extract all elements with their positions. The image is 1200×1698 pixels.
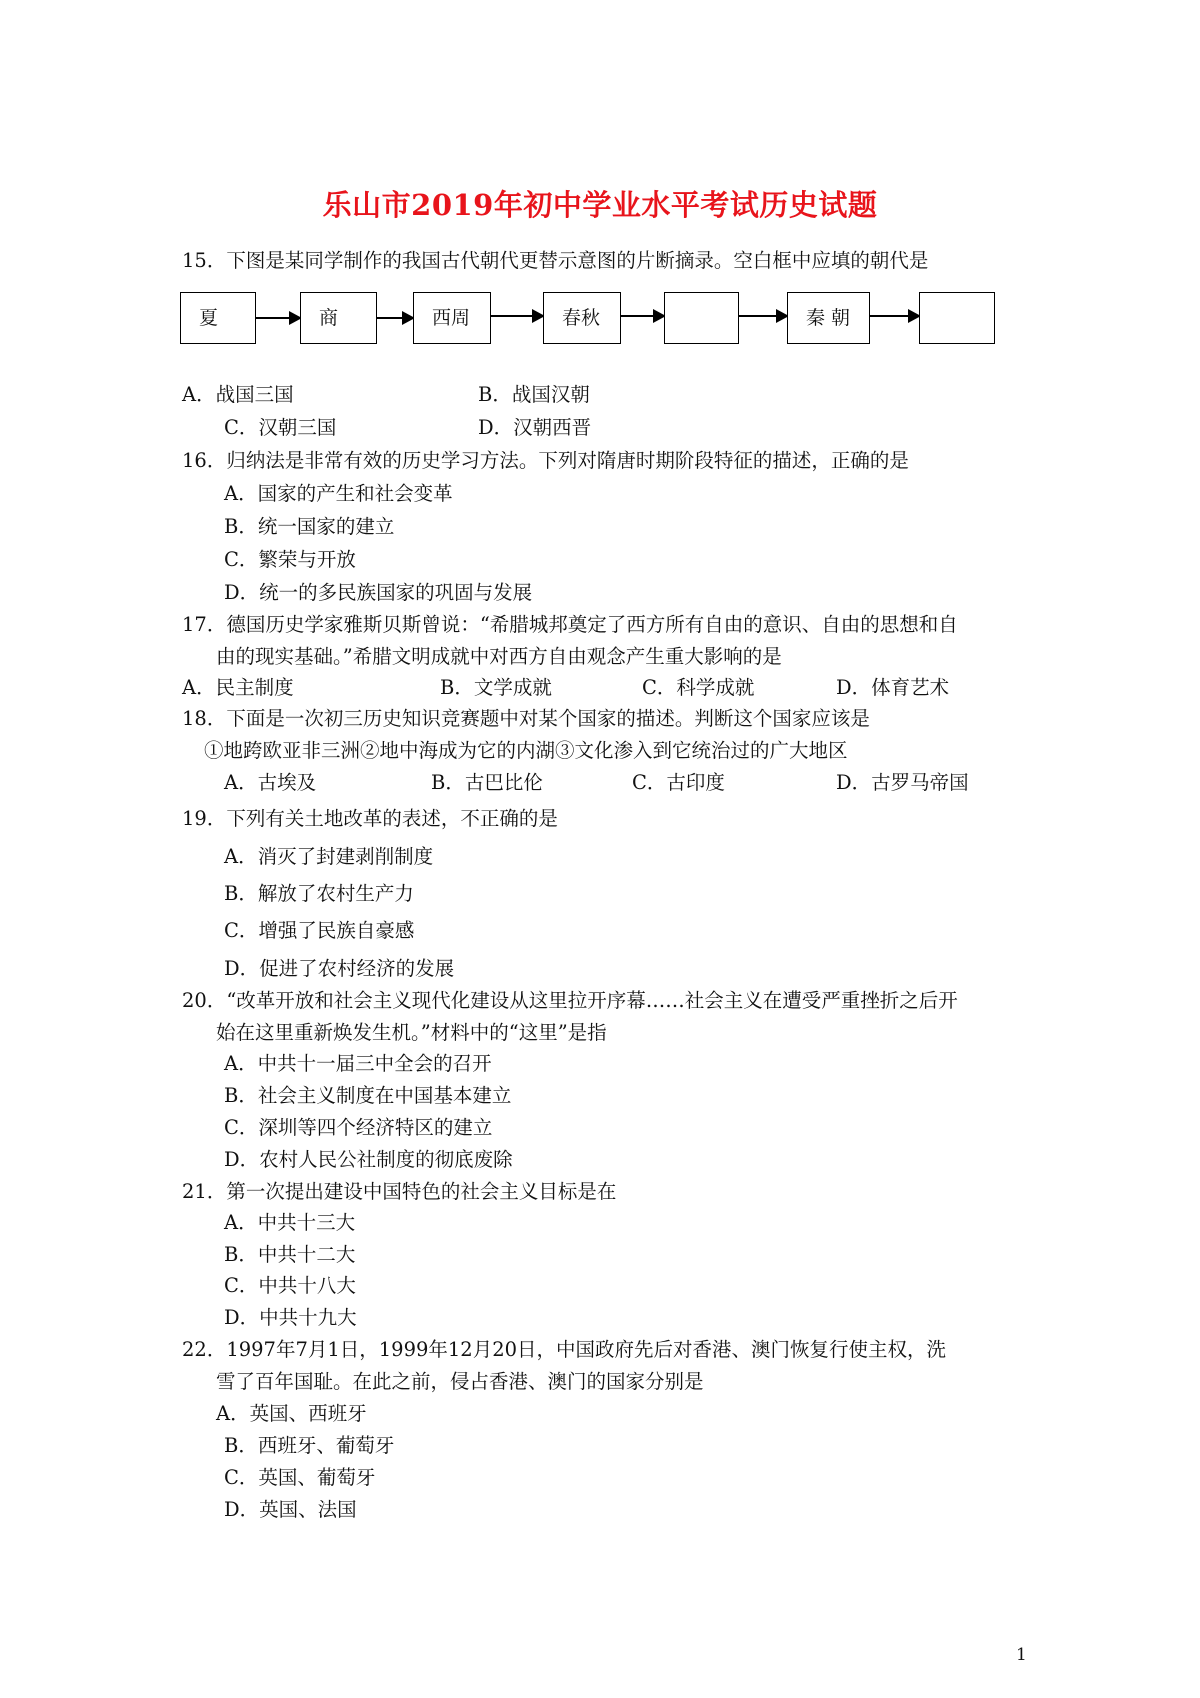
q19-option-d: D．促进了农村经济的发展 [224, 957, 455, 980]
flow-arrow [377, 317, 413, 319]
q19-stem: 19．下列有关土地改革的表述，不正确的是 [182, 807, 558, 830]
q22-option-a: A．英国、西班牙 [216, 1402, 367, 1425]
q18-stem-line2: ①地跨欧亚非三洲②地中海成为它的内湖③文化渗入到它统治过的广大地区 [204, 739, 848, 762]
q21-stem: 21．第一次提出建设中国特色的社会主义目标是在 [182, 1180, 617, 1203]
q16-option-d: D．统一的多民族国家的巩固与发展 [224, 581, 533, 604]
q17-stem-line1: 17．德国历史学家雅斯贝斯曾说：“希腊城邦奠定了西方所有自由的意识、自由的思想和自 [182, 613, 958, 636]
q15-option-d: D．汉朝西晋 [478, 416, 592, 439]
q16-option-c: C．繁荣与开放 [224, 548, 356, 571]
q21-option-b: B．中共十二大 [224, 1243, 356, 1266]
q19-option-c: C．增强了民族自豪感 [224, 919, 415, 942]
q17-option-b: B．文学成就 [440, 676, 552, 699]
q20-stem-line2: 始在这里重新焕发生机。”材料中的“这里”是指 [216, 1021, 607, 1044]
page-number: 1 [1016, 1645, 1027, 1665]
q22-stem-line2: 雪了百年国耻。在此之前，侵占香港、澳门的国家分别是 [216, 1370, 704, 1393]
q18-stem-line1: 18．下面是一次初三历史知识竞赛题中对某个国家的描述。判断这个国家应该是 [182, 707, 870, 730]
q19-option-b: B．解放了农村生产力 [224, 882, 414, 905]
flow-arrow [256, 317, 300, 319]
flow-box-shang: 商 [300, 292, 377, 344]
q17-stem-line2: 由的现实基础。”希腊文明成就中对西方自由观念产生重大影响的是 [216, 645, 782, 668]
q17-option-d: D．体育艺术 [836, 676, 950, 699]
page-title: 乐山市2019年初中学业水平考试历史试题 [322, 188, 878, 222]
q22-stem-line1: 22．1997年7月1日，1999年12月20日，中国政府先后对香港、澳门恢复行使主权，洗 [182, 1338, 947, 1361]
q16-option-b: B．统一国家的建立 [224, 515, 395, 538]
q17-option-a: A．民主制度 [182, 676, 294, 699]
q22-option-d: D．英国、法国 [224, 1498, 357, 1521]
q15-option-b: B．战国汉朝 [478, 383, 590, 406]
q18-option-b: B．古巴比伦 [431, 771, 543, 794]
flow-arrow [739, 315, 787, 317]
q22-option-c: C．英国、葡萄牙 [224, 1466, 376, 1489]
q21-option-a: A．中共十三大 [224, 1211, 356, 1234]
q18-option-c: C．古印度 [632, 771, 725, 794]
q21-option-c: C．中共十八大 [224, 1274, 356, 1297]
q20-stem-line1: 20．“改革开放和社会主义现代化建设从这里拉开序幕……社会主义在遭受严重挫折之后开 [182, 989, 958, 1012]
flow-arrow [491, 315, 543, 317]
flow-box-blank-2 [919, 292, 995, 344]
q20-option-d: D．农村人民公社制度的彻底废除 [224, 1148, 513, 1171]
flow-box-qin: 秦 朝 [787, 292, 870, 344]
q15-option-a: A．战国三国 [182, 383, 294, 406]
q20-option-c: C．深圳等四个经济特区的建立 [224, 1116, 493, 1139]
q17-option-c: C．科学成就 [642, 676, 755, 699]
q21-option-d: D．中共十九大 [224, 1306, 357, 1329]
flow-arrow [870, 315, 919, 317]
flow-arrow [621, 315, 664, 317]
flow-box-chunqiu: 春秋 [543, 292, 621, 344]
q15-option-c: C．汉朝三国 [224, 416, 337, 439]
q19-option-a: A．消灭了封建剥削制度 [224, 845, 434, 868]
q20-option-b: B．社会主义制度在中国基本建立 [224, 1084, 512, 1107]
q16-stem: 16．归纳法是非常有效的历史学习方法。下列对隋唐时期阶段特征的描述，正确的是 [182, 449, 909, 472]
q20-option-a: A．中共十一届三中全会的召开 [224, 1052, 492, 1075]
flow-box-blank-1 [664, 292, 739, 344]
q22-option-b: B．西班牙、葡萄牙 [224, 1434, 395, 1457]
flow-box-xizhou: 西周 [413, 292, 491, 344]
q18-option-a: A．古埃及 [224, 771, 317, 794]
q15-stem: 15．下图是某同学制作的我国古代朝代更替示意图的片断摘录。空白框中应填的朝代是 [182, 249, 929, 272]
flow-box-xia: 夏 [180, 292, 256, 344]
q16-option-a: A．国家的产生和社会变革 [224, 482, 453, 505]
q18-option-d: D．古罗马帝国 [836, 771, 969, 794]
